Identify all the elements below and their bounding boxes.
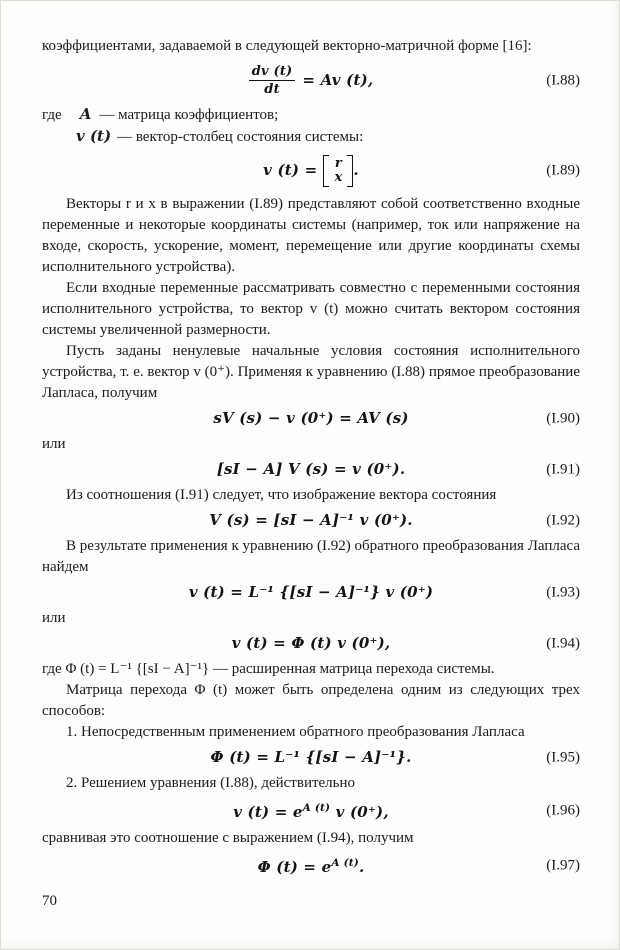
equation-number: (I.91) — [546, 461, 580, 478]
equation-number: (I.90) — [546, 410, 580, 427]
equation-number: (I.97) — [546, 857, 580, 874]
paragraph-where-phi: где Φ (t) = L⁻¹ {[sI − A]⁻¹} — расширенная матрица перехода системы. — [42, 661, 495, 677]
equation-I91 — [42, 459, 580, 481]
column-vector — [323, 155, 353, 187]
exponent: A (t) — [302, 802, 331, 814]
equation-number: (I.88) — [546, 72, 580, 88]
exponent: A (t) — [331, 857, 359, 869]
vector-entry-x: x — [334, 170, 343, 185]
equation-I97 — [42, 853, 580, 879]
equation-I90 — [42, 408, 580, 430]
fraction-denominator: dt — [264, 82, 280, 97]
equation-I93 — [42, 582, 580, 604]
paragraph-compare: сравнивая это соотношение с выражением (I.94), получим — [42, 830, 414, 846]
formula-base: v (t) = e — [233, 803, 303, 821]
formula-I96 — [233, 803, 389, 821]
formula-base: Φ (t) = e — [257, 858, 332, 876]
formula-I93: v (t) = L⁻¹ {[sI − A]⁻¹} v (0⁺) — [188, 583, 434, 601]
vector-variable: v (t) — [76, 127, 112, 145]
equation-I89 — [42, 155, 580, 187]
paragraph-initial-conditions: Пусть заданы ненулевые начальные условия состояния исполнительного устройства, т. е. вектор v (0⁺). Применяя к уравнению (I.88) прямое преобразование Лапласа, получим — [42, 343, 580, 401]
formula-I92: V (s) = [sI − A]⁻¹ v (0⁺). — [209, 511, 413, 529]
paragraph-or-1: или — [42, 436, 66, 452]
formula-rest: v (0⁺), — [330, 803, 389, 821]
equation-I95 — [42, 747, 580, 769]
equation-number: (I.92) — [546, 512, 580, 529]
equation-number: (I.93) — [546, 584, 580, 601]
matrix-variable: A — [79, 105, 92, 123]
equation-number: (I.96) — [546, 802, 580, 819]
paragraph-method-2: 2. Решением уравнения (I.88), действительно — [66, 775, 356, 791]
formula-rest: . — [358, 858, 365, 876]
formula-rhs: = Av (t), — [302, 70, 374, 89]
fraction — [249, 64, 296, 97]
formula-I97 — [258, 858, 365, 876]
paragraph-vectors: Векторы r и x в выражении (I.89) представляют собой соответственно входные переменные и некоторые координаты системы (например, ток или напряжение на входе, скорость, ускорение, момент, перемещение или другие координаты схемы исполнительного устройства). — [42, 196, 580, 275]
formula-I88 — [249, 64, 374, 97]
formula-I89 — [263, 156, 359, 185]
paragraph-from-relation: Из соотношения (I.91) следует, что изображение вектора состояния — [66, 487, 497, 503]
equation-number: (I.89) — [546, 162, 580, 179]
paragraph-method-1: 1. Непосредственным применением обратного преобразования Лапласа — [66, 724, 525, 740]
paragraph-or-2: или — [42, 610, 66, 626]
vector-entry-r: r — [334, 156, 342, 171]
paragraph-where-v — [42, 126, 580, 148]
where-a-text: — матрица коэффициентов; — [99, 107, 279, 123]
formula-I90: sV (s) − v (0⁺) = AV (s) — [213, 409, 409, 427]
paragraph-transition-matrix: Матрица перехода Φ (t) может быть определена одним из следующих трех способов: — [42, 682, 580, 719]
equation-I94 — [42, 633, 580, 655]
formula-I95: Φ (t) = L⁻¹ {[sI − A]⁻¹}. — [210, 748, 412, 766]
where-word: где — [42, 107, 62, 123]
fraction-numerator: dv (t) — [249, 64, 296, 81]
where-v-text: — вектор-столбец состояния системы: — [117, 129, 364, 145]
formula-I94: v (t) = Φ (t) v (0⁺), — [231, 634, 391, 652]
paragraph-if-input: Если входные переменные рассматривать совместно с переменными состояния исполнительного устройства, то вектор v (t) можно считать вектором состояния системы увеличенной размерности. — [42, 280, 580, 338]
formula-I91: [sI − A] V (s) = v (0⁺). — [216, 460, 406, 478]
equation-I88 — [42, 64, 580, 97]
paragraph-result: В результате применения к уравнению (I.92) обратного преобразования Лапласа найдем — [42, 538, 580, 575]
page-number: 70 — [42, 893, 57, 909]
equation-number: (I.95) — [546, 749, 580, 766]
paragraph-intro: коэффициентами, задаваемой в следующей векторно-матричной форме [16]: — [42, 38, 532, 54]
equation-I92 — [42, 510, 580, 532]
equation-number: (I.94) — [546, 635, 580, 652]
formula-lhs: v (t) = — [263, 161, 318, 179]
paragraph-where-a — [42, 104, 580, 126]
formula-period: . — [353, 161, 359, 179]
vector-entries — [329, 155, 347, 187]
equation-I96 — [42, 798, 580, 824]
